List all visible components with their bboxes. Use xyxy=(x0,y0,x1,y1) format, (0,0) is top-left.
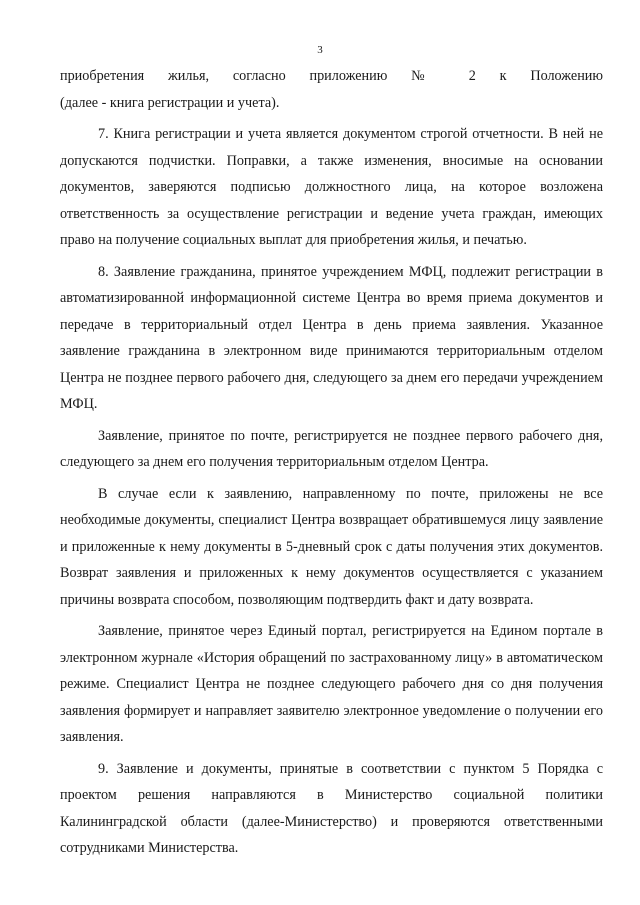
paragraph-continuation-rest: (далее - книга регистрации и учета). xyxy=(60,94,280,111)
paragraph-item-9: 9. Заявление и документы, принятые в соответствии с пунктом 5 Порядка с проектом решения направляются в Министерство социальной политики Калининградской области (далее-Министерство) и проверяются ответственными сотрудниками Министерства. xyxy=(60,760,603,856)
paragraph-continuation-first-line: приобретения жилья, согласно приложению № 2 к Положению xyxy=(60,68,603,84)
paragraph-mail-return: В случае если к заявлению, направленному по почте, приложены не все необходимые документы, специалист Центра возвращает обратившемуся лицу заявление и приложенные к нему документы в 5-дневный срок с даты получения этих документов. Возврат заявления и приложенных к нему документов осуществляется с указанием причины возврата способом, позволяющим подтвердить факт и дату возврата. xyxy=(60,485,603,608)
document-body xyxy=(60,63,603,862)
paragraph-portal-registration: Заявление, принятое через Единый портал, регистрируется на Едином портале в электронном журнале «История обращений по застрахованному лицу» в автоматическом режиме. Специалист Центра не позднее следующего рабочего дня со дня получения заявления формирует и направляет заявителю электронное уведомление о получении его заявления. xyxy=(60,623,603,745)
paragraph-item-8: 8. Заявление гражданина, принятое учреждением МФЦ, подлежит регистрации в автоматизированной информационной системе Центра во время приема документов и передаче в территориальный отдел Центра в день приема заявления. Указанное заявление гражданина в электронном виде принимаются территориальным отделом Центра не позднее первого рабочего дня, следующего за днем его передачи учреждением МФЦ. xyxy=(60,263,603,412)
paragraph-continuation xyxy=(60,63,603,116)
paragraph-item-7: 7. Книга регистрации и учета является документом строгой отчетности. В ней не допускаются подчистки. Поправки, а также изменения, вносимые на основании документов, заверяются подписью должностного лица, на которое возложена ответственность за осуществление регистрации и ведение учета граждан, имеющих право на получение социальных выплат для приобретения жилья, и печатью. xyxy=(60,126,603,248)
paragraph-mail-registration: Заявление, принятое по почте, регистрируется не позднее первого рабочего дня, следующего за днем его получения территориальным отделом Центра. xyxy=(60,427,603,470)
page-number: 3 xyxy=(317,44,323,56)
